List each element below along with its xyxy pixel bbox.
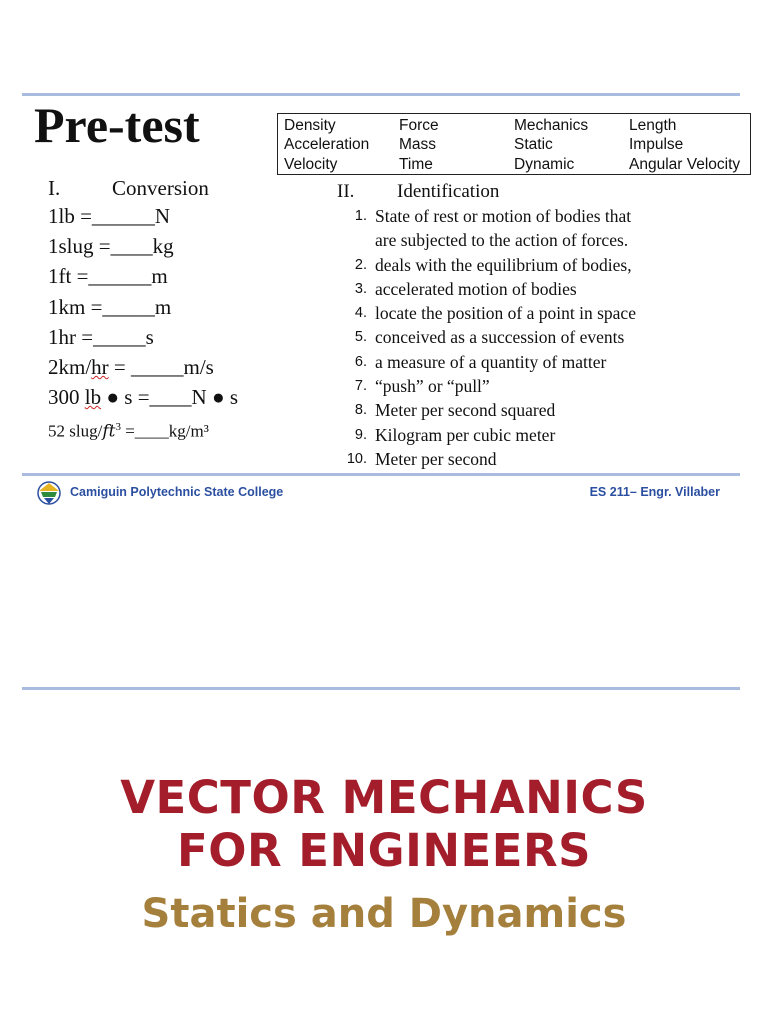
item-number: 8.	[354, 402, 367, 419]
top-rule	[22, 93, 740, 96]
item-number: 1.	[354, 208, 367, 224]
school-name: Camiguin Polytechnic State College	[70, 485, 284, 499]
identification-item	[337, 204, 737, 228]
word-bank-term: Impulse	[629, 136, 684, 154]
identification-item	[337, 423, 737, 447]
word-bank-term: Mass	[399, 136, 437, 154]
section-title: Identification	[397, 181, 500, 202]
item-number: 3.	[354, 280, 367, 297]
item-text: conceived as a succession of events	[375, 327, 625, 348]
section-number: II.	[337, 181, 355, 202]
section-number: I.	[48, 176, 61, 200]
item-text: Meter per second squared	[375, 400, 556, 421]
spellcheck-underlined-word: hr	[91, 355, 109, 380]
conversion-text: ● s =____N ● s	[101, 385, 239, 410]
item-text: locate the position of a point in space	[375, 303, 636, 324]
exponent: 3	[115, 421, 121, 434]
conversion-section	[48, 175, 238, 447]
conversion-text: 52 slug/	[48, 422, 103, 442]
identification-section	[337, 180, 737, 471]
math-variable: ft	[102, 422, 116, 443]
conversion-item: 1slug =____kg	[48, 234, 174, 259]
identification-item	[337, 374, 737, 398]
conversion-text: 300	[48, 385, 85, 410]
book-title-line-1: VECTOR MECHANICS	[120, 771, 648, 824]
identification-item	[337, 447, 737, 471]
conversion-text: 2km/	[48, 355, 92, 380]
conversion-text: 1hr =_____s	[48, 324, 154, 349]
item-text: Meter per second	[375, 448, 497, 469]
identification-item	[337, 325, 737, 349]
slide-footer	[36, 480, 736, 506]
word-bank-term: Time	[399, 155, 433, 173]
word-bank-term: Mechanics	[514, 117, 589, 134]
item-text: “push” or “pull”	[375, 376, 490, 397]
conversion-list	[48, 201, 238, 447]
item-number: 5.	[354, 329, 367, 346]
item-number: 10.	[346, 450, 367, 467]
lower-rule	[22, 687, 740, 690]
word-bank-term: Velocity	[284, 155, 338, 173]
book-subtitle: Statics and Dynamics	[141, 891, 627, 937]
course-label: ES 211– Engr. Villaber	[589, 485, 720, 499]
word-bank-term: Density	[284, 117, 336, 134]
identification-item	[337, 253, 737, 277]
item-text: deals with the equilibrium of bodies,	[375, 254, 632, 275]
identification-item	[337, 301, 737, 325]
item-number: 4.	[354, 305, 367, 322]
identification-heading	[337, 180, 737, 204]
item-number: 6.	[354, 353, 367, 370]
conversion-item	[48, 382, 238, 412]
identification-item	[337, 277, 737, 301]
section-title: Conversion	[112, 176, 209, 200]
identification-item	[337, 350, 737, 374]
conversion-text: =____kg/m³	[120, 422, 209, 442]
item-number: 7.	[354, 378, 367, 395]
conversion-text: = _____m/s	[108, 355, 214, 380]
item-text: Kilogram per cubic meter	[375, 424, 556, 445]
word-bank-box	[277, 113, 751, 175]
identification-item	[337, 398, 737, 422]
item-text: are subjected to the action of forces.	[375, 230, 629, 251]
word-bank-term: Length	[629, 117, 677, 134]
word-bank-term: Angular Velocity	[629, 155, 741, 173]
conversion-item: 1lb =______N	[48, 204, 171, 228]
book-title-line-2: FOR ENGINEERS	[176, 824, 592, 877]
college-logo-icon	[36, 480, 62, 509]
conversion-item	[48, 412, 238, 447]
identification-item	[337, 228, 737, 252]
word-bank-term: Force	[399, 117, 439, 134]
item-number: 2.	[354, 256, 367, 273]
page-title: Pre-test	[34, 97, 200, 153]
conversion-item	[48, 352, 238, 382]
item-text: State of rest or motion of bodies that	[375, 206, 632, 226]
item-number: 9.	[354, 426, 367, 443]
word-bank-term: Acceleration	[284, 136, 370, 154]
item-text: accelerated motion of bodies	[375, 278, 577, 299]
item-number	[337, 228, 375, 252]
item-text: a measure of a quantity of matter	[375, 351, 607, 372]
spellcheck-underlined-word: lb	[84, 385, 102, 410]
identification-list	[337, 204, 737, 471]
middle-rule	[22, 473, 740, 476]
conversion-item	[48, 322, 238, 352]
conversion-item: 1km =_____m	[48, 294, 172, 319]
conversion-item: 1ft =______m	[48, 264, 168, 289]
word-bank-term: Dynamic	[514, 155, 575, 173]
conversion-heading	[48, 175, 238, 201]
word-bank-term: Static	[514, 136, 553, 154]
